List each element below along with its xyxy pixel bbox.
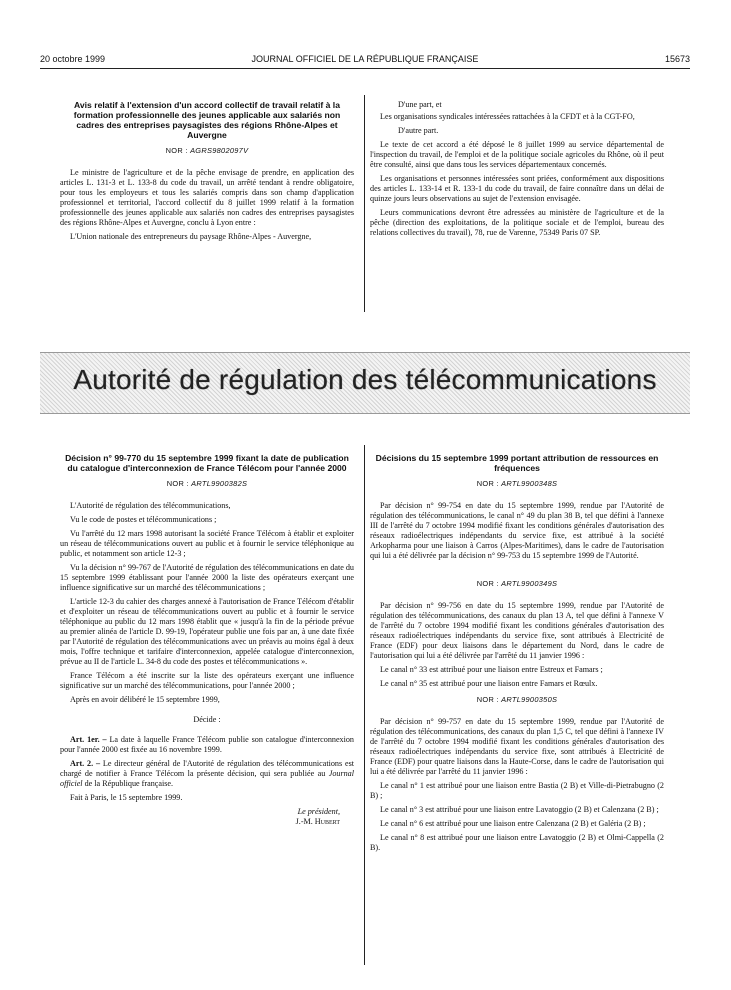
nor-code: ARTL9900382S bbox=[191, 479, 248, 488]
section-banner-title: Autorité de régulation des télécommunications bbox=[73, 364, 657, 395]
column-divider-bottom bbox=[364, 445, 365, 965]
nor-code: ARTL9900348S bbox=[501, 479, 558, 488]
section-banner bbox=[40, 352, 690, 414]
avis-paragraph: Leurs communications devront être adressées au ministère de l'agriculture et de la pêche (direction des exploitations, de la politique sociale et de l'emploi, bureau des relations collectives du travail), 78, rue de Varenne, 75349 Paris 07 SP. bbox=[370, 208, 664, 237]
decision-paragraph: L'Autorité de régulation des télécommunications, bbox=[70, 501, 231, 510]
signature-name: J.-M. Hubert bbox=[295, 817, 340, 826]
avis-paragraph: L'Union nationale des entrepreneurs du paysage Rhône-Alpes - Auvergne, bbox=[70, 232, 312, 241]
avis-paragraph: Les organisations syndicales intéressées rattachées à la CFDT et à la CGT-FO, bbox=[380, 112, 635, 121]
article-1 bbox=[60, 735, 354, 755]
nor-label: NOR : bbox=[166, 479, 189, 488]
decision-757-paragraph: Par décision n° 99-757 en date du 15 septembre 1999, rendue par l'Autorité de régulation des télécommunications, des canaux du plan 1,5 C, tel que défini à l'annexe IV de l'arrêté du 7 octobre 1994 modifié fixant les conditions générales d'autorisation des réseaux radioélectriques indépendants du service fixe, sont attribués à Electricité de France (EDF) pour quatre liaisons dans la Haute-Corse, dans le cadre de l'autorisation qui lui a été délivrée par l'arrêté du 11 janvier 1996 : bbox=[370, 717, 664, 776]
decision-757-channel: Le canal n° 3 est attribué pour une liaison entre Lavatoggio (2 B) et Calenzana (2 B) ; bbox=[380, 805, 659, 814]
avis-title: Avis relatif à l'extension d'un accord collectif de travail relatif à la formation professionnelle des jeunes applicable aux salariés non cadres des entreprises paysagistes des régions Rhône-Alpes et Auvergne bbox=[73, 100, 341, 140]
nor-code: ARTL9900349S bbox=[501, 579, 558, 588]
decision-756-paragraph: Par décision n° 99-756 en date du 15 septembre 1999, rendue par l'Autorité de régulation des télécommunications, des canaux du plan 13 A, tel que défini à l'annexe V de l'arrêté du 7 octobre 1994 modifié fixant les conditions générales d'autorisation des réseaux radioélectriques indépendants du service fixe, sont attribués à Electricité de France (EDF) pour deux liaisons dans le département du Nord, dans le cadre de l'autorisation qui lui a été délivrée par l'arrêté du 11 janvier 1996 : bbox=[370, 601, 664, 660]
article-2 bbox=[60, 759, 354, 789]
decision-757-channel: Le canal n° 8 est attribué pour une liaison entre Lavatoggio (2 B) et Olmi-Cappella (2 B). bbox=[370, 833, 664, 852]
signature-block bbox=[60, 807, 354, 827]
decision-paragraph: Vu la décision n° 99-767 de l'Autorité de régulation des télécommunications en date du 15 septembre 1999 établissant pour l'année 2000 la liste des opérateurs exerçant une influence significative sur un marché des télécommunications ; bbox=[60, 563, 354, 592]
avis-left-column bbox=[60, 100, 354, 246]
decision-paragraph: Après en avoir délibéré le 15 septembre 1999, bbox=[70, 695, 220, 704]
nor-label: NOR : bbox=[476, 479, 499, 488]
column-divider-top bbox=[364, 95, 365, 312]
decision-paragraph: L'article 12-3 du cahier des charges annexé à l'autorisation de France Télécom d'établir et d'exploiter un réseau de télécommunications ouvert au public et à fournir le service téléphonique au public du 12 mars 1998 établit que « jusqu'à la fin de la période prévue au premier alinéa de l'article D. 99-19, l'opérateur publie une fois par an, à une date fixée par l'Autorité de régulation des télécommunications avec un préavis au moins égal à deux mois, l'offre technique et tarifaire d'interconnexion, appelée catalogue d'interconnexion, prévue au II de l'article L. 34-8 du code des postes et télécommunications ». bbox=[60, 597, 354, 666]
signature-title: Le président, bbox=[297, 807, 340, 816]
decision-757-channel: Le canal n° 6 est attribué pour une liaison entre Calenzana (2 B) et Galéria (2 B) ; bbox=[380, 819, 646, 828]
nor-label: NOR : bbox=[476, 579, 499, 588]
decision-756-channel: Le canal n° 35 est attribué pour une liaison entre Famars et Rœulx. bbox=[380, 679, 598, 688]
nor-1 bbox=[370, 479, 664, 489]
header-page-number: 15673 bbox=[664, 54, 690, 64]
header-date: 20 octobre 1999 bbox=[40, 54, 106, 64]
nor-code: ARTL9900350S bbox=[501, 695, 558, 704]
decision-paragraph: Vu le code de postes et télécommunications ; bbox=[70, 515, 217, 524]
nor-label: NOR : bbox=[165, 146, 188, 155]
decision-770-column bbox=[60, 453, 354, 827]
avis-paragraph: Le texte de cet accord a été déposé le 8 juillet 1999 au service départemental de l'inspection du travail, de l'emploi et de la politique sociale agricoles du Rhône, où il peut être consulté, ainsi que dans tous les services départementaux concernés. bbox=[370, 140, 664, 169]
nor-label: NOR : bbox=[476, 695, 499, 704]
header-journal-title: JOURNAL OFFICIEL DE LA RÉPUBLIQUE FRANÇAISE bbox=[251, 54, 479, 64]
avis-right-column bbox=[370, 100, 664, 242]
nor-3 bbox=[370, 695, 664, 705]
done-at-paris: Fait à Paris, le 15 septembre 1999. bbox=[70, 793, 183, 802]
decision-paragraph: Vu l'arrêté du 12 mars 1998 autorisant la société France Télécom à établir et exploiter un réseau de télécommunications ouvert au public et à fournir le service téléphonique au public, et notamment son article 12-3 ; bbox=[60, 529, 354, 558]
avis-paragraph: D'autre part. bbox=[398, 126, 439, 135]
decision-757-channel: Le canal n° 1 est attribué pour une liaison entre Bastia (2 B) et Ville-di-Pietrabugno (2 B) ; bbox=[370, 781, 664, 800]
frequency-decisions-title: Décisions du 15 septembre 1999 portant attribution de ressources en fréquences bbox=[375, 453, 659, 473]
avis-nor bbox=[60, 146, 354, 156]
decision-770-nor bbox=[60, 479, 354, 489]
avis-paragraph: Les organisations et personnes intéressées sont priées, conformément aux dispositions des articles L. 133-14 et R. 133-1 du code du travail, de faire connaître dans un délai de quinze jours leurs observations au sujet de l'extension envisagée. bbox=[370, 174, 664, 203]
running-header bbox=[40, 54, 690, 68]
decision-paragraph: France Télécom a été inscrite sur la liste des opérateurs exerçant une influence significative sur un marché des télécommunications, pour l'année 2000 ; bbox=[60, 671, 354, 690]
article-2-label: Art. 2. – bbox=[70, 759, 101, 768]
nor-2 bbox=[370, 579, 664, 589]
header-rule bbox=[40, 68, 690, 69]
article-2-text-end: de la République française. bbox=[84, 779, 174, 788]
journal-officiel-mention: Journal officiel bbox=[60, 769, 354, 788]
decision-756-channel: Le canal n° 33 est attribué pour une liaison entre Estreux et Famars ; bbox=[380, 665, 603, 674]
frequency-decisions-column bbox=[370, 453, 664, 857]
article-2-text: Le directeur général de l'Autorité de régulation des télécommunications est chargé de notifier à France Télécom la présente décision, qui sera publiée au bbox=[60, 759, 354, 778]
decide-heading: Décide : bbox=[193, 715, 221, 724]
avis-paragraph: Le ministre de l'agriculture et de la pêche envisage de prendre, en application des articles L. 131-3 et L. 133-8 du code du travail, un arrêté tendant à rendre obligatoire, pour tous les employeurs et tous les salariés compris dans son champ d'application professionnel et territorial, l'accord collectif du 8 juillet 1999 relatif à la formation professionnelle des jeunes applicable aux salariés non cadres des entreprises paysagistes des régions Rhône-Alpes et Auvergne, conclu à Lyon entre : bbox=[60, 168, 354, 227]
article-1-label: Art. 1er. – bbox=[70, 735, 107, 744]
article-1-text: La date à laquelle France Télécom publie son catalogue d'interconnexion pour l'année 2000 est fixée au 16 novembre 1999. bbox=[60, 735, 354, 754]
decision-770-title: Décision n° 99-770 du 15 septembre 1999 fixant la date de publication du catalogue d'interconnexion de France Télécom pour l'année 2000 bbox=[65, 453, 349, 473]
nor-code: AGRS9802097V bbox=[190, 146, 249, 155]
decision-754-paragraph: Par décision n° 99-754 en date du 15 septembre 1999, rendue par l'Autorité de régulation des télécommunications, le canal n° 49 du plan 38 B, tel que défini à l'annexe III de l'arrêté du 7 octobre 1994 modifié fixant les conditions générales d'autorisation des réseaux radioélectriques indépendants du service fixe, est attribué à la société Arkopharma pour une liaison à Carros (Alpes-Maritimes), dans le cadre de l'autorisation qui lui a été délivrée par la décision n° 99-753 du 15 septembre 1999 de l'Autorité. bbox=[370, 501, 664, 560]
avis-paragraph: D'une part, et bbox=[398, 100, 442, 109]
